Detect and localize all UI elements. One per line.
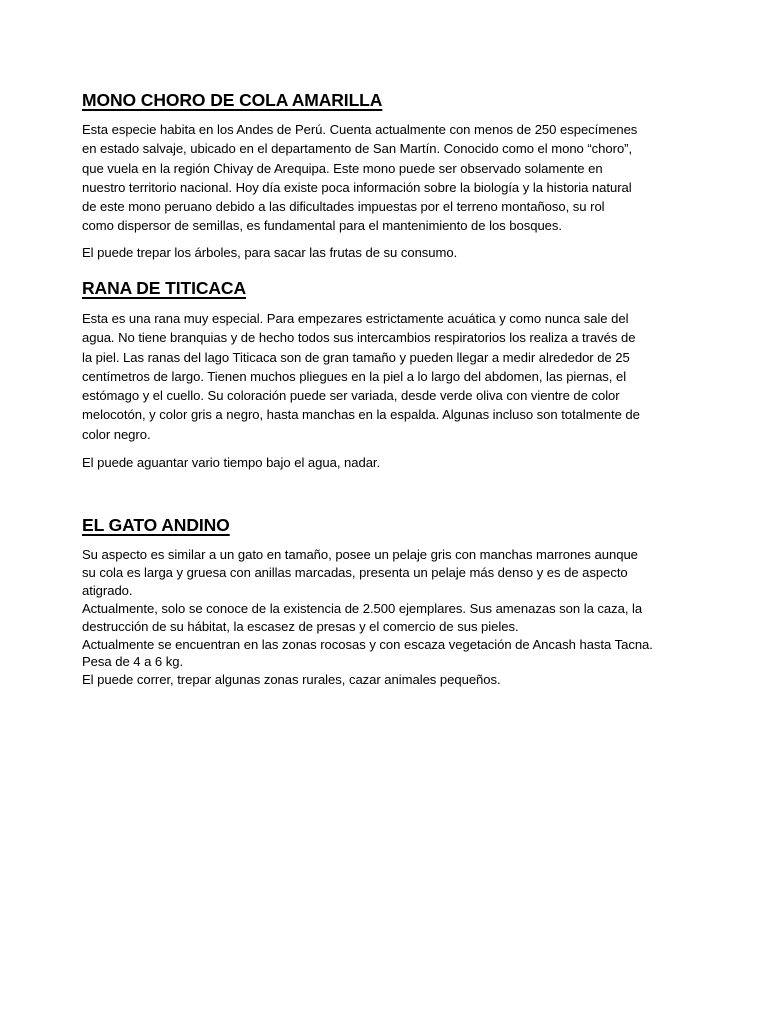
paragraph-line: melocotón, y color gris a negro, hasta manchas en la espalda. Algunas incluso son totalmente de xyxy=(82,407,640,423)
section-heading: EL GATO ANDINO xyxy=(82,515,230,535)
paragraph-line: El puede correr, trepar algunas zonas rurales, cazar animales pequeños. xyxy=(82,672,501,688)
paragraph-line: Pesa de 4 a 6 kg. xyxy=(82,654,184,670)
paragraph-line: centímetros de largo. Tienen muchos pliegues en la piel a lo largo del abdomen, las piernas, el xyxy=(82,368,627,384)
paragraph-line: color negro. xyxy=(82,426,151,442)
paragraph-line: Esta especie habita en los Andes de Perú. Cuenta actualmente con menos de 250 especímenes xyxy=(82,122,638,137)
paragraph-line: en estado salvaje, ubicado en el departamento de San Martín. Conocido como el mono “choro”, xyxy=(82,141,633,157)
paragraph-line: atigrado. xyxy=(82,582,133,598)
paragraph-line: El puede trepar los árboles, para sacar las frutas de su consumo. xyxy=(82,244,458,260)
paragraph-line: la piel. Las ranas del lago Titicaca son de gran tamaño y pueden llegar a medir alrededor de 25 xyxy=(82,349,630,365)
paragraph-line: nuestro territorio nacional. Hoy día existe poca información sobre la biología y la historia natural xyxy=(82,179,632,195)
section-heading: MONO CHORO DE COLA AMARILLA xyxy=(82,90,383,110)
paragraph-line: estómago y el cuello. Su coloración puede ser variada, desde verde oliva con vientre de color xyxy=(82,388,620,404)
section-heading: RANA DE TITICACA xyxy=(82,278,246,298)
section-gato-andino xyxy=(82,514,694,689)
section-paragraph xyxy=(82,546,694,689)
paragraph-line: El puede aguantar vario tiempo bajo el agua, nadar. xyxy=(82,455,381,471)
paragraph-line: de este mono peruano debido a las dificultades impuestas por el terreno montañoso, su rol xyxy=(82,199,605,215)
paragraph-line: su cola es larga y gruesa con anillas marcadas, presenta un pelaje más denso y es de aspecto xyxy=(82,564,628,580)
section-paragraph xyxy=(82,120,694,236)
paragraph-line: como dispersor de semillas, es fundamental para el mantenimiento de los bosques. xyxy=(82,218,563,234)
section-paragraph xyxy=(82,453,694,472)
paragraph-line: Esta es una rana muy especial. Para empezares estrictamente acuática y como nunca sale del xyxy=(82,311,629,326)
paragraph-line: destrucción de su hábitat, la escasez de presas y el comercio de sus pieles. xyxy=(82,618,519,634)
section-paragraph xyxy=(82,309,694,444)
section-paragraph xyxy=(82,243,694,262)
section-mono-choro xyxy=(82,89,694,262)
paragraph-line: Actualmente, solo se conoce de la existencia de 2.500 ejemplares. Sus amenazas son la caza, la xyxy=(82,600,643,616)
paragraph-line: agua. No tiene branquias y de hecho todos sus intercambios respiratorios los realiza a través de xyxy=(82,330,636,346)
paragraph-line: Actualmente se encuentran en las zonas rocosas y con escaza vegetación de Ancash hasta Tacna. xyxy=(82,636,653,652)
paragraph-line: Su aspecto es similar a un gato en tamaño, posee un pelaje gris con manchas marrones aunque xyxy=(82,547,638,562)
section-rana-titicaca xyxy=(82,277,694,472)
paragraph-line: que vuela en la región Chivay de Arequipa. Este mono puede ser observado solamente en xyxy=(82,160,603,176)
